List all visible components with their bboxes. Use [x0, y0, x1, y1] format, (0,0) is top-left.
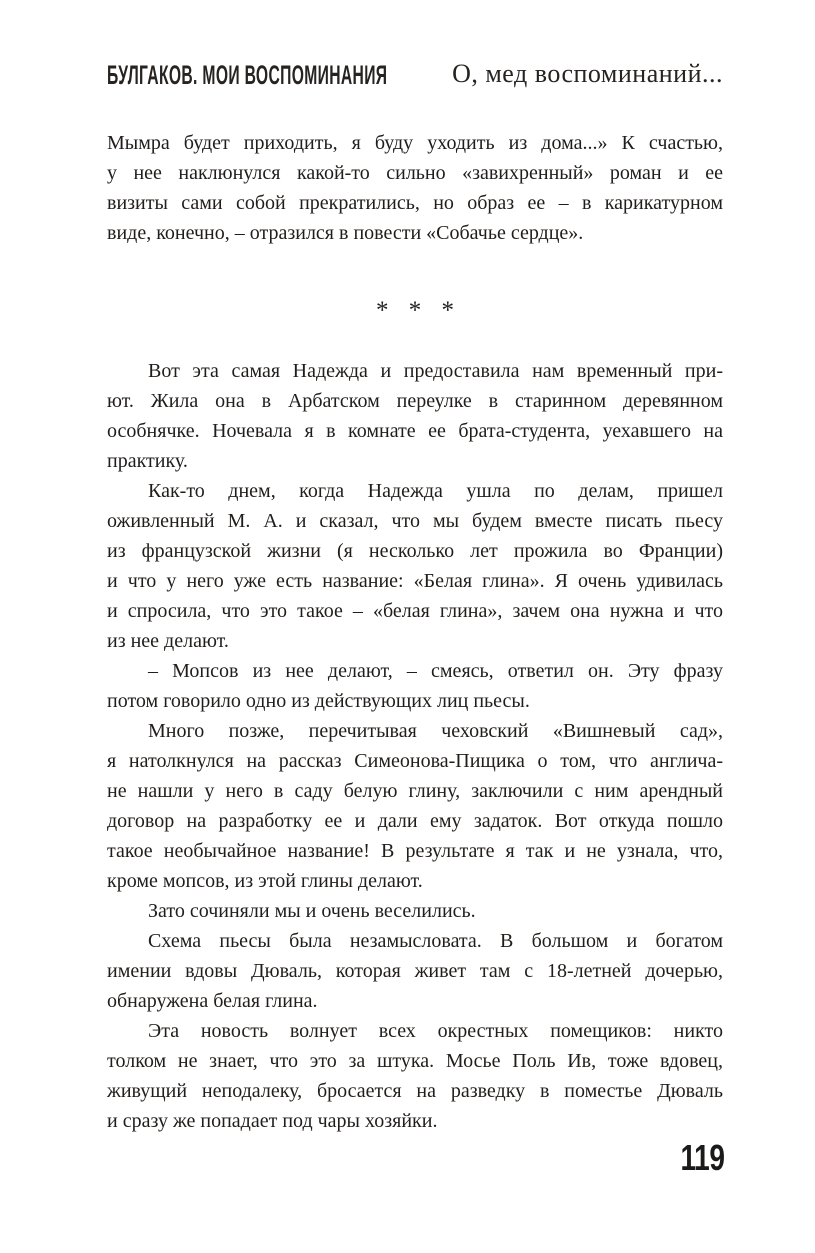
text-line: толком не знает, что это за штука. Мосье Поль Ив, тоже вдовец, — [107, 1050, 723, 1072]
text-line: Зато сочиняли мы и очень веселились. — [148, 900, 476, 922]
text-line: практику. — [107, 450, 188, 472]
text-line: кроме мопсов, из этой глины делают. — [107, 870, 423, 892]
text-line: Как-то днем, когда Надежда ушла по делам, пришел — [148, 480, 723, 502]
text-line: визиты сами собой прекратились, но образ ее – в карикатурном — [107, 192, 723, 214]
text-line: и сразу же попадает под чары хозяйки. — [107, 1110, 438, 1132]
paragraph — [107, 1016, 723, 1136]
text-line: договор на разработку ее и дали ему задаток. Вот откуда пошло — [107, 810, 723, 832]
text-line: – Мопсов из нее делают, – смеясь, ответил он. Эту фразу — [148, 660, 723, 682]
text-line: живущий неподалеку, бросается на разведку в поместье Дюваль — [107, 1080, 723, 1102]
text-line: Много позже, перечитывая чеховский «Вишневый сад», — [148, 720, 723, 742]
paragraph — [107, 356, 723, 476]
section-separator: * * * — [376, 297, 454, 324]
text-line: у нее наклюнулся какой-то сильно «завихренный» роман и ее — [107, 162, 723, 184]
text-line: Схема пьесы была незамысловата. В большом и богатом — [148, 930, 723, 952]
text-line: из нее делают. — [107, 630, 229, 652]
text-body — [107, 128, 723, 1136]
text-line: потом говорило одно из действующих лиц пьесы. — [107, 690, 530, 712]
paragraph — [107, 476, 723, 656]
text-line: особнячке. Ночевала я в комнате ее брата-студента, уехавшего на — [107, 420, 723, 442]
paragraph — [107, 896, 723, 926]
text-line: такое необычайное название! В результате я так и не узнала, что, — [107, 840, 723, 862]
text-line: Мымра будет приходить, я буду уходить из дома...» К счастью, — [107, 132, 723, 154]
text-line: Вот эта самая Надежда и предоставила нам временный при- — [148, 360, 723, 382]
paragraph — [107, 716, 723, 896]
text-line: не нашли у него в саду белую глину, заключили с ним арендный — [107, 780, 723, 802]
running-header-chapter-title: О, мед воспоминаний... — [452, 59, 723, 88]
running-header-book-title: БУЛГАКОВ. МОИ ВОСПОМИНАНИЯ — [107, 60, 388, 90]
text-line: обнаружена белая глина. — [107, 990, 318, 1012]
text-line: из французской жизни (я несколько лет прожила во Франции) — [107, 540, 723, 562]
text-line: оживленный М. А. и сказал, что мы будем вместе писать пьесу — [107, 510, 723, 532]
text-line: имении вдовы Дюваль, которая живет там с 18-летней дочерью, — [107, 960, 723, 982]
text-line: виде, конечно, – отразился в повести «Собачье сердце». — [107, 222, 584, 244]
paragraph — [107, 128, 723, 248]
text-line: я натолкнулся на рассказ Симеонова-Пищика о том, что англича- — [107, 750, 723, 772]
paragraph — [107, 926, 723, 1016]
text-line: и спросила, что это такое – «белая глина», зачем она нужна и что — [107, 600, 723, 622]
paragraph — [107, 656, 723, 716]
text-line: и что у него уже есть название: «Белая глина». Я очень удивилась — [107, 570, 723, 592]
text-line: ют. Жила она в Арбатском переулке в старинном деревянном — [107, 390, 723, 412]
page-number: 119 — [680, 1137, 725, 1178]
text-line: Эта новость волнует всех окрестных помещиков: никто — [148, 1020, 723, 1042]
